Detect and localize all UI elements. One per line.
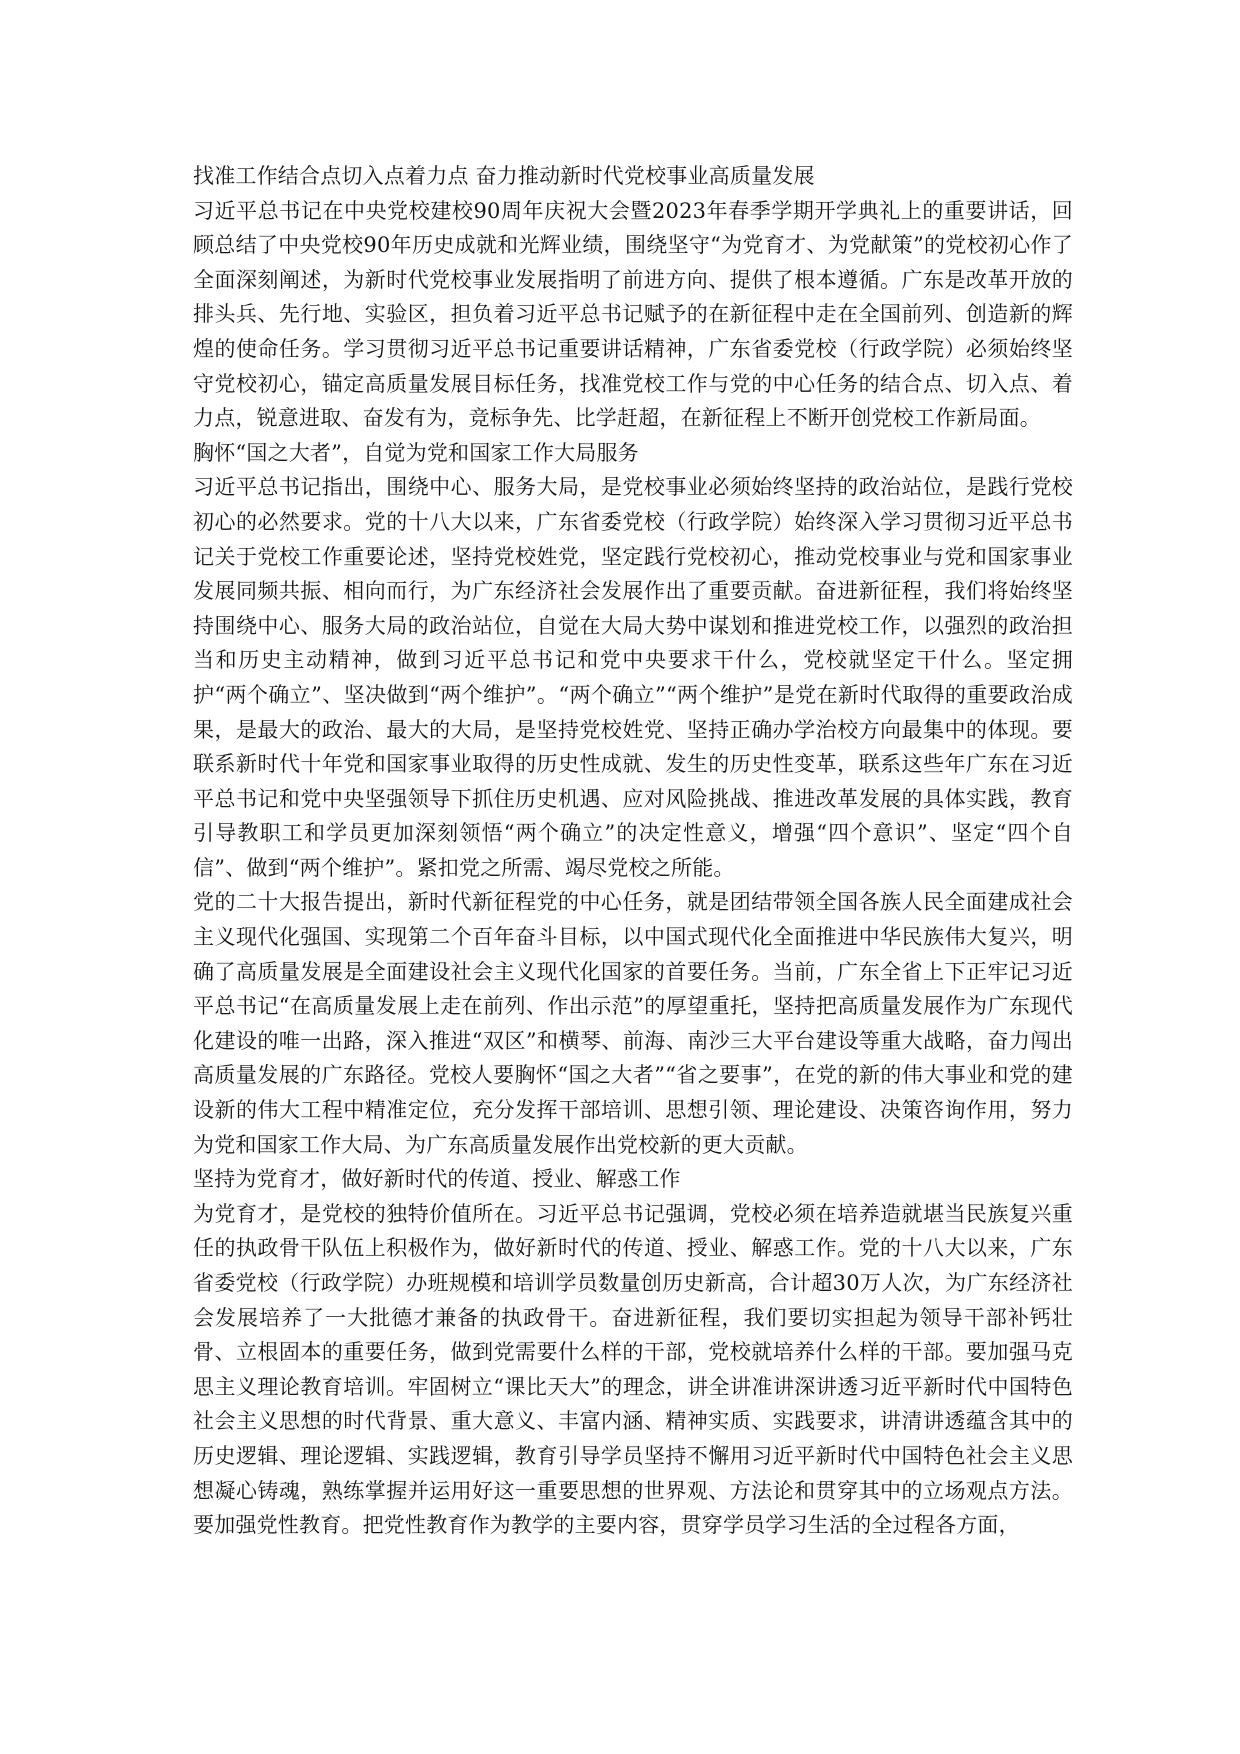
intro-paragraph: 习近平总书记在中央党校建校90周年庆祝大会暨2023年春季学期开学典礼上的重要讲话，回顾总结了中央党校90年历史成就和光辉业绩，围绕坚守“为党育才、为党献策”的党校初心作了全面深刻阐述，为新时代党校事业发展指明了前进方向、提供了根本遵循。广东是改革开放的排头兵、先行地、实验区，担负着习近平总书记赋予的在新征程中走在全国前列、创造新的辉煌的使命任务。学习贯彻习近平总书记重要讲话精神，广东省委党校（行政学院）必须始终坚守党校初心，锚定高质量发展目标任务，找准党校工作与党的中心任务的结合点、切入点、着力点，锐意进取、奋发有为，竞标争先、比学赶超，在新征程上不断开创党校工作新局面。 xyxy=(193,198,1073,431)
section-2-paragraph-1: 为党育才，是党校的独特价值所在。习近平总书记强调，党校必须在培养造就堪当民族复兴重任的执政骨干队伍上积极作为，做好新时代的传道、授业、解惑工作。党的十八大以来，广东省委党校（行政学院）办班规模和培训学员数量创历史新高，合计超30万人次，为广东经济社会发展培养了一大批德才兼备的执政骨干。奋进新征程，我们要切实担起为领导干部补钙壮骨、立根固本的重要任务，做到党需要什么样的干部，党校就培养什么样的干部。要加强马克思主义理论教育培训。牢固树立“课比天大”的理念，讲全讲准讲深讲透习近平新时代中国特色社会主义思想的时代背景、重大意义、丰富内涵、精神实质、实践要求，讲清讲透蕴含其中的历史逻辑、理论逻辑、实践逻辑，教育引导学员坚持不懈用习近平新时代中国特色社会主义思想凝心铸魂，熟练掌握并运用好这一重要思想的世界观、方法论和贯穿其中的立场观点方法。要加强党性教育。把党性教育作为教学的主要内容，贯穿学员学习生活的全过程各方面， xyxy=(193,1201,1073,1538)
document-page xyxy=(193,159,1073,1543)
section-heading-2: 坚持为党育才，做好新时代的传道、授业、解惑工作 xyxy=(193,1167,681,1192)
section-heading-1: 胸怀“国之大者”，自觉为党和国家工作大局服务 xyxy=(193,440,639,465)
document-title: 找准工作结合点切入点着力点 奋力推动新时代党校事业高质量发展 xyxy=(193,164,815,188)
section-1-paragraph-1: 习近平总书记指出，围绕中心、服务大局，是党校事业必须始终坚持的政治站位，是践行党校初心的必然要求。党的十八大以来，广东省委党校（行政学院）始终深入学习贯彻习近平总书记关于党校工作重要论述，坚持党校姓党，坚定践行党校初心，推动党校事业与党和国家事业发展同频共振、相向而行，为广东经济社会发展作出了重要贡献。奋进新征程，我们将始终坚持围绕中心、服务大局的政治站位，自觉在大局大势中谋划和推进党校工作，以强烈的政治担当和历史主动精神，做到习近平总书记和党中央要求干什么，党校就坚定干什么。坚定拥护“两个确立”、坚决做到“两个维护”。“两个确立”“两个维护”是党在新时代取得的重要政治成果，是最大的政治、最大的大局，是坚持党校姓党、坚持正确办学治校方向最集中的体现。要联系新时代十年党和国家事业取得的历史性成就、发生的历史性变革，联系这些年广东在习近平总书记和党中央坚强领导下抓住历史机遇、应对风险挑战、推进改革发展的具体实践，教育引导教职工和学员更加深刻领悟“两个确立”的决定性意义，增强“四个意识”、坚定“四个自信”、做到“两个维护”。紧扣党之所需、竭尽党校之所能。 xyxy=(193,475,1073,880)
section-1-paragraph-2: 党的二十大报告提出，新时代新征程党的中心任务，就是团结带领全国各族人民全面建成社会主义现代化强国、实现第二个百年奋斗目标，以中国式现代化全面推进中华民族伟大复兴，明确了高质量发展是全面建设社会主义现代化国家的首要任务。当前，广东全省上下正牢记习近平总书记“在高质量发展上走在前列、作出示范”的厚望重托，坚持把高质量发展作为广东现代化建设的唯一出路，深入推进“双区”和横琴、前海、南沙三大平台建设等重大战略，奋力闯出高质量发展的广东路径。党校人要胸怀“国之大者”“省之要事”，在党的新的伟大事业和党的建设新的伟大工程中精准定位，充分发挥干部培训、思想引领、理论建设、决策咨询作用，努力为党和国家工作大局、为广东高质量发展作出党校新的更大贡献。 xyxy=(193,890,1073,1157)
